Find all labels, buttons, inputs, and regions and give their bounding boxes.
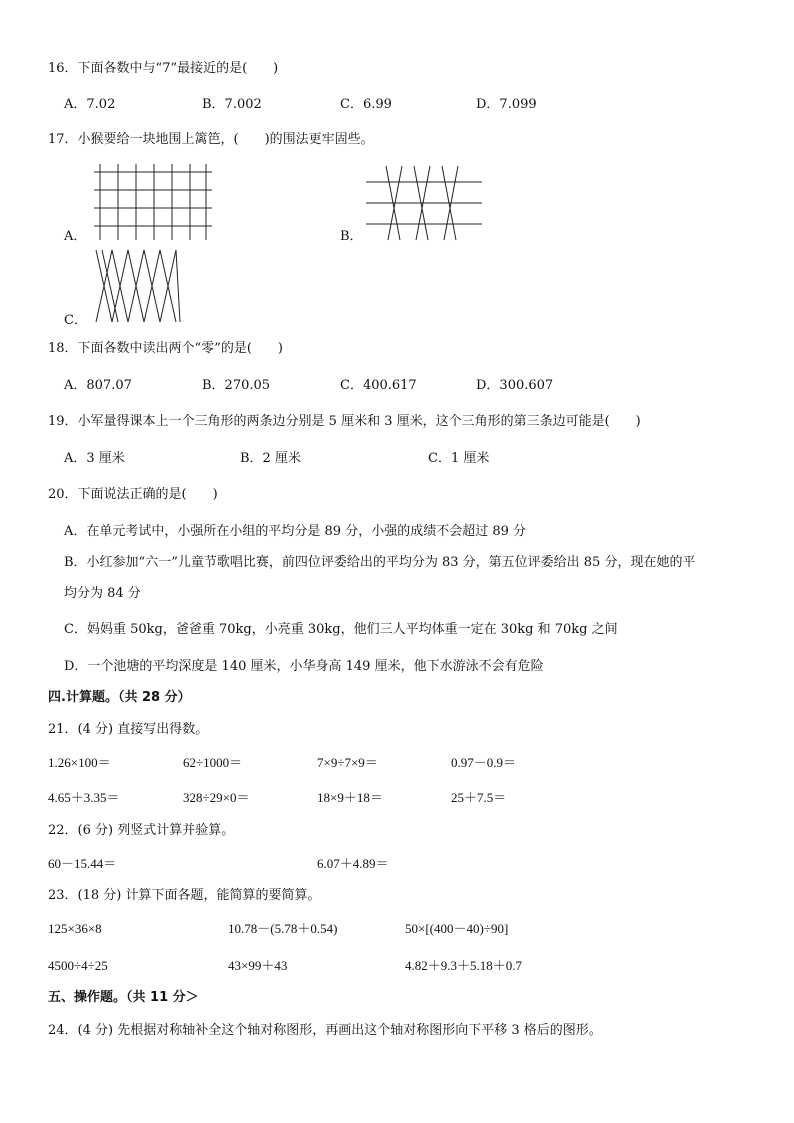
q21-calc-6: 328÷29×0＝ bbox=[183, 790, 250, 805]
q21-calc-5: 4.65＋3.35＝ bbox=[48, 790, 120, 805]
q17-option-c: C． bbox=[64, 313, 87, 328]
q16-option-d: D．7.099 bbox=[476, 97, 537, 112]
q18-option-b: B．270.05 bbox=[202, 378, 271, 393]
q21-calc-8: 25＋7.5＝ bbox=[451, 790, 507, 805]
q18-option-c: C．400.617 bbox=[340, 378, 417, 393]
q23-calc-1: 125×36×8 bbox=[48, 921, 102, 936]
fence-grid-figure bbox=[94, 164, 214, 240]
q21-calc-1: 1.26×100＝ bbox=[48, 755, 111, 770]
q22-calc-1: 60－15.44＝ bbox=[48, 856, 117, 871]
question-23-stem: 23．(18 分) 计算下面各题，能简算的要简算。 bbox=[48, 888, 321, 903]
q21-calc-4: 0.97－0.9＝ bbox=[451, 755, 517, 770]
q23-calc-3: 50×[(400－40)÷90] bbox=[405, 921, 509, 936]
q23-calc-5: 43×99＋43 bbox=[228, 958, 288, 973]
q21-calc-2: 62÷1000＝ bbox=[183, 755, 243, 770]
q19-option-a: A．3 厘米 bbox=[64, 451, 125, 466]
section-5-heading: 五、操作题。（共 11 分＞ bbox=[48, 990, 199, 1005]
q20-option-b-line1: B．小红参加“六一”儿童节歌唱比赛，前四位评委给出的平均分为 83 分，第五位评委给出 85 分，现在她的平 bbox=[64, 555, 696, 570]
q20-option-a: A．在单元考试中，小强所在小组的平均分是 89 分，小强的成绩不会超过 89 分 bbox=[64, 524, 527, 539]
q16-option-c: C．6.99 bbox=[340, 97, 392, 112]
question-18-stem: 18．下面各数中读出两个“零”的是( ) bbox=[48, 341, 283, 356]
question-20-stem: 20．下面说法正确的是( ) bbox=[48, 487, 218, 502]
q23-calc-2: 10.78－(5.78＋0.54) bbox=[228, 921, 338, 936]
q16-option-a: A．7.02 bbox=[64, 97, 116, 112]
q21-calc-7: 18×9＋18＝ bbox=[317, 790, 383, 805]
q18-option-d: D．300.607 bbox=[476, 378, 554, 393]
question-22-stem: 22．(6 分) 列竖式计算并验算。 bbox=[48, 823, 235, 838]
q20-option-d: D．一个池塘的平均深度是 140 厘米，小华身高 149 厘米，他下水游泳不会有危险 bbox=[64, 659, 544, 674]
question-24-stem: 24．(4 分) 先根据对称轴补全这个轴对称图形，再画出这个轴对称图形向下平移 3 格后的图形。 bbox=[48, 1023, 602, 1038]
fence-diagonal-figure bbox=[366, 166, 484, 240]
q23-calc-4: 4500÷4÷25 bbox=[48, 958, 108, 973]
q19-option-c: C．1 厘米 bbox=[428, 451, 490, 466]
question-17-stem: 17．小猴要给一块地围上篱笆，( )的围法更牢固些。 bbox=[48, 132, 374, 147]
q22-calc-2: 6.07＋4.89＝ bbox=[317, 856, 389, 871]
q18-option-a: A．807.07 bbox=[64, 378, 132, 393]
q17-option-a: A． bbox=[64, 229, 87, 244]
q20-option-c: C．妈妈重 50kg，爸爸重 70kg，小亮重 30kg，他们三人平均体重一定在 30kg 和 70kg 之间 bbox=[64, 622, 618, 637]
section-4-heading: 四.计算题。（共 28 分） bbox=[48, 690, 191, 705]
q16-option-b: B．7.002 bbox=[202, 97, 262, 112]
q21-calc-3: 7×9÷7×9＝ bbox=[317, 755, 378, 770]
q20-option-b-line2: 均分为 84 分 bbox=[64, 586, 141, 601]
q19-option-b: B．2 厘米 bbox=[240, 451, 301, 466]
question-19-stem: 19．小军量得课本上一个三角形的两条边分别是 5 厘米和 3 厘米，这个三角形的第三条边可能是( ) bbox=[48, 414, 641, 429]
fence-triangle-figure bbox=[92, 250, 184, 324]
q17-option-b: B． bbox=[340, 229, 363, 244]
question-16-stem: 16．下面各数中与“7”最接近的是( ) bbox=[48, 61, 279, 76]
question-21-stem: 21．(4 分) 直接写出得数。 bbox=[48, 722, 209, 737]
q23-calc-6: 4.82＋9.3＋5.18＋0.7 bbox=[405, 958, 523, 973]
